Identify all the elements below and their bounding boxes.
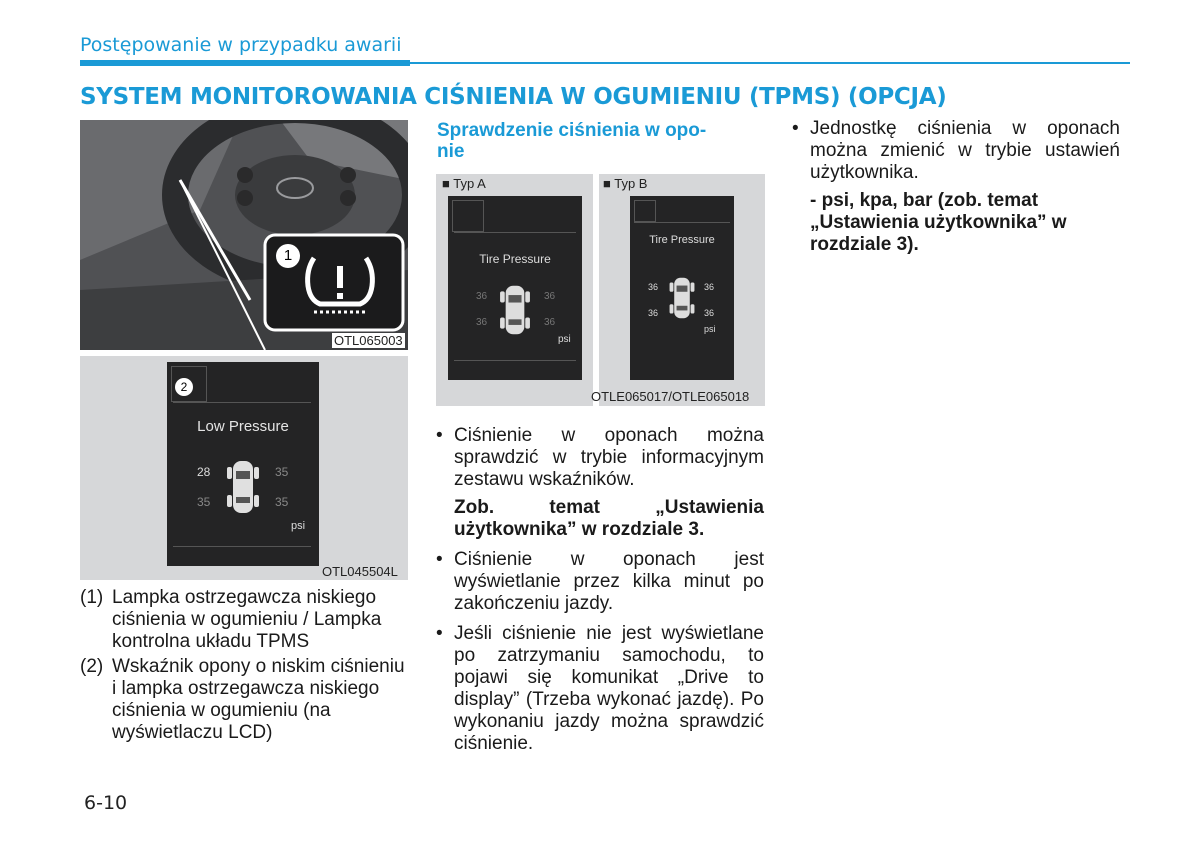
- dashboard-photo: [80, 120, 408, 350]
- subsection-heading: Sprawdzenie ciśnienia w opo- nie: [437, 120, 707, 162]
- bullet-item: • Jeśli ciśnienie nie jest wyświetlane po zatrzymaniu samochodu, to pojawi się komunikat „Drive to display” (Trzeba wykonać jazdę). Po wykonaniu jazdy można sprawdzić ciśnienie.: [436, 623, 764, 754]
- header-rule-thin: [410, 62, 1130, 64]
- type-b-figure: [599, 174, 765, 406]
- page-title: SYSTEM MONITOROWANIA CIŚNIENIA W OGUMIENIU (TPMS) (OPCJA): [80, 84, 947, 110]
- type-b-unit: psi: [704, 324, 716, 334]
- note-2: (2) Wskaźnik opony o niskim ciśnieniu i lampka ostrzegawcza niskiego ciśnienia w ogumieniu (na wyświetlaczu LCD): [80, 656, 405, 743]
- section-title: Postępowanie w przypadku awarii: [80, 34, 402, 56]
- note-1: (1) Lampka ostrzegawcza niskiego ciśnienia w ogumieniu / Lampka kontrolna układu TPMS: [80, 587, 382, 652]
- header-rule-thick: [80, 60, 410, 66]
- figure-notes: [80, 587, 406, 744]
- car-top-icon: [225, 457, 261, 517]
- car-top-icon: [498, 282, 532, 338]
- right-text: [792, 118, 1120, 256]
- tpms-warning-icon: [300, 250, 380, 320]
- lcd-figure: [80, 356, 408, 580]
- callout-2: 2: [175, 378, 193, 396]
- type-a-unit: psi: [558, 334, 571, 345]
- tire-fl-value: 28: [197, 465, 211, 479]
- type-a-rl: 36: [476, 317, 488, 328]
- type-b-fl: 36: [648, 282, 659, 292]
- reference-note: Zob. temat „Ustawienia użytkownika” w rozdziale 3.: [454, 497, 764, 540]
- type-b-title: Tire Pressure: [649, 234, 715, 246]
- car-top-icon: [668, 274, 696, 322]
- photo-code: OTL065003: [334, 333, 403, 348]
- type-a-fl: 36: [476, 291, 488, 302]
- callout-1: 1: [276, 244, 300, 268]
- units-note: - psi, kpa, bar (zob. temat „Ustawienia użytkownika” w rozdziale 3).: [810, 190, 1067, 255]
- page-number: 6-10: [84, 792, 128, 814]
- tire-rr-value: 35: [275, 495, 289, 509]
- type-a-fr: 36: [544, 291, 556, 302]
- type-a-rr: 36: [544, 317, 556, 328]
- type-b-rl: 36: [648, 308, 659, 318]
- type-a-label: ■ Typ A: [442, 176, 486, 191]
- type-a-figure: [436, 174, 593, 406]
- tire-rl-value: 35: [197, 495, 211, 509]
- middle-text: [436, 425, 764, 755]
- type-b-screen: [630, 196, 734, 380]
- type-a-title: Tire Pressure: [479, 252, 551, 266]
- type-a-screen: [448, 196, 582, 380]
- type-b-fr: 36: [704, 282, 715, 292]
- type-b-label: ■ Typ B: [603, 176, 648, 191]
- bullet-item: • Ciśnienie w oponach można sprawdzić w trybie informacyjnym zestawu wskaźników.: [436, 425, 764, 490]
- lcd-unit: psi: [291, 520, 306, 532]
- bullet-item: • Ciśnienie w oponach jest wyświetlanie przez kilka minut po zakończeniu jazdy.: [436, 549, 764, 614]
- tire-fr-value: 35: [275, 465, 289, 479]
- lcd-title: Low Pressure: [197, 418, 289, 435]
- type-b-rr: 36: [704, 308, 715, 318]
- bullet-item: • Jednostkę ciśnienia w oponach można zmienić w trybie ustawień użytkownika.: [792, 118, 1120, 183]
- figure-code: OTLE065017/OTLE065018: [591, 389, 750, 404]
- lcd-code: OTL045504L: [322, 564, 398, 579]
